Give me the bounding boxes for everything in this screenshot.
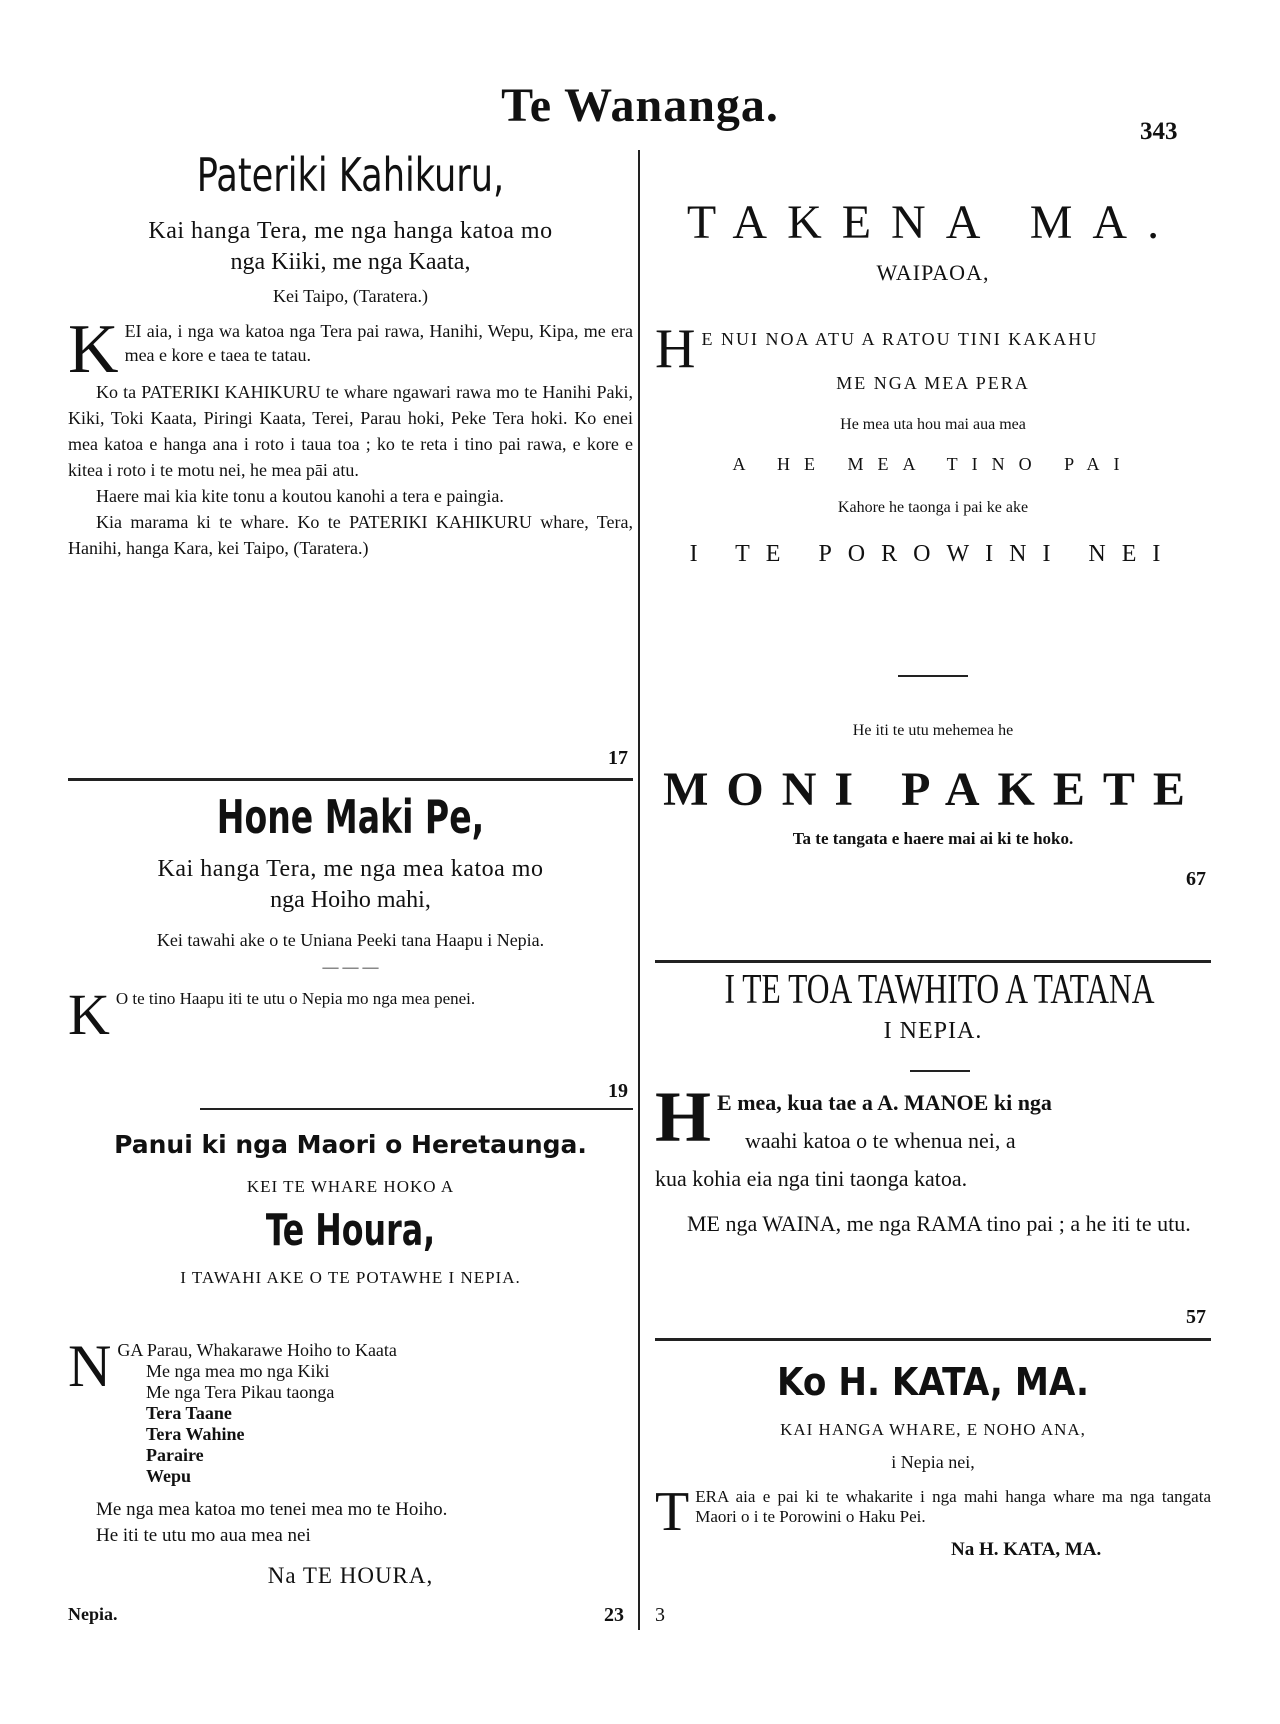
ad-location: Kei Taipo, (Taratera.) <box>272 286 429 306</box>
ad-name: Te Houra, <box>265 1205 436 1256</box>
ad-kahikuru <box>68 148 633 561</box>
ad-kata <box>655 1360 1211 1561</box>
ad-line: i Nepia nei, <box>891 1452 975 1472</box>
tatana-body <box>655 1077 1211 1244</box>
ad-subtitle: Kai hanga Tera, me nga hanga katoa mo <box>148 218 553 244</box>
ad-number: 19 <box>608 1080 628 1102</box>
list-item: Wepu <box>146 1466 192 1486</box>
drop-cap: T <box>655 1481 690 1543</box>
column-divider <box>638 150 640 1630</box>
ad-title: I TE TOA TAWHITO A TATANA <box>724 967 1155 1013</box>
drop-cap: H <box>655 318 696 380</box>
paragraph: O te tino Haapu iti te utu o Nepia mo nga mea penei. <box>115 989 476 1008</box>
ad-line: Kahore he taonga i pai ke ake <box>837 499 1029 516</box>
paragraph: Haere mai kia kite tonu a koutou kanohi a tera e paingia. <box>96 486 504 506</box>
paragraph: Me nga mea katoa mo tenei mea mo te Hoiho. <box>96 1499 448 1520</box>
masthead: Te Wananga. <box>501 79 779 132</box>
separator: — — — <box>322 959 379 976</box>
ad-title: Panui ki nga Maori o Heretaunga. <box>114 1130 587 1159</box>
ad-houra <box>68 1130 633 1288</box>
drop-cap: H <box>655 1077 712 1157</box>
ad-body <box>655 1481 1211 1543</box>
drop-cap: K <box>68 982 110 1047</box>
drop-cap: N <box>68 1333 112 1399</box>
ad-big: MONI PAKETE <box>663 763 1203 816</box>
ad-subtitle: nga Kiiki, me nga Kaata, <box>230 249 471 275</box>
ad-location: Kei tawahi ake o te Uniana Peeki tana Haapu i Nepia. <box>156 930 545 950</box>
ad-number: 17 <box>608 747 628 769</box>
page-number: 343 <box>1140 118 1178 145</box>
ad-hone <box>68 790 633 1047</box>
paragraph: EI aia, i nga wa katoa nga Tera pai rawa, Hanihi, Wepu, Kipa, me era mea e kore e taea te tatau. <box>124 321 633 365</box>
ad-line: ME NGA MEA PERA <box>836 373 1030 393</box>
paragraph: He iti te utu mo aua mea nei <box>96 1525 311 1546</box>
ad-tatana <box>655 966 1211 1045</box>
rule <box>655 1338 1211 1341</box>
ad-number: 3 <box>655 1604 665 1626</box>
list-item: GA Parau, Whakarawe Hoiho to Kaata <box>117 1340 397 1360</box>
ad-line: He mea uta hou mai aua mea <box>840 416 1026 433</box>
ad-subtitle: I NEPIA. <box>883 1018 983 1044</box>
place: Nepia. <box>68 1604 118 1624</box>
ad-title: Ko H. KATA, MA. <box>777 1360 1089 1404</box>
list-item: Tera Taane <box>146 1403 232 1423</box>
ad-body <box>68 982 633 1047</box>
ad-line: He iti te utu mehemea he <box>852 722 1014 739</box>
rule <box>898 675 968 677</box>
rule <box>68 778 633 781</box>
ad-line: KEI TE WHARE HOKO A <box>246 1177 455 1196</box>
paragraph: Ko ta PATERIKI KAHIKURU te whare ngawari rawa mo te Hanihi Paki, Kiki, Toki Kaata, Piringi Kaata, Terei, Parau hoki, Peke Tera hoki. Ko enei mea katoa e hanga ana i roto i taua toa ; ko te reta i tino pai rawa, e kore e kitea i roto i te motu nei, he mea pāi atu. <box>68 382 633 480</box>
paragraph: kua kohia eia nga tini taonga katoa. <box>655 1166 968 1191</box>
ad-title: Pateriki Kahikuru, <box>196 148 505 202</box>
ad-takena <box>655 195 1211 286</box>
paragraph: E mea, kua tae a A. MANOE ki nga <box>717 1090 1052 1115</box>
list-item: Paraire <box>146 1445 204 1465</box>
ad-line: A HE MEA TINO PAI <box>732 454 1134 474</box>
ad-body <box>68 311 633 388</box>
rule <box>910 1070 970 1072</box>
signature: Na H. KATA, MA. <box>951 1539 1102 1560</box>
ad-title: TAKENA MA. <box>686 196 1180 249</box>
ad-subtitle: Kai hanga Tera, me nga mea katoa mo <box>157 856 544 882</box>
list-item: Tera Wahine <box>146 1424 245 1444</box>
takena-body <box>655 318 1211 568</box>
drop-cap: K <box>68 311 119 388</box>
ad-title: Hone Maki Pe, <box>216 790 485 844</box>
paragraph: ERA aia e pai ki te whakarite i nga mahi hanga whare ma nga tangata Maori o i te Porowini o Haku Pei. <box>695 1487 1211 1526</box>
list-item: Me nga mea mo nga Kiki <box>146 1361 330 1381</box>
ad-number: 67 <box>1186 868 1206 890</box>
ad-line: I TAWAHI AKE O TE POTAWHE I NEPIA. <box>180 1268 521 1287</box>
takena-footer <box>655 722 1211 849</box>
ad-line: KAI HANGA WHARE, E NOHO ANA, <box>780 1420 1086 1439</box>
houra-list <box>68 1333 633 1589</box>
ad-line: Ta te tangata e haere mai ai ki te hoko. <box>792 829 1074 848</box>
ad-subtitle: nga Hoiho mahi, <box>270 887 431 913</box>
paragraph: ME nga WAINA, me nga RAMA tino pai ; a he iti te utu. <box>687 1211 1191 1236</box>
ad-line: E NUI NOA ATU A RATOU TINI KAKAHU <box>701 329 1099 349</box>
ad-number: 57 <box>1186 1306 1206 1328</box>
list-item: Me nga Tera Pikau taonga <box>146 1382 335 1402</box>
rule <box>655 960 1211 963</box>
signature: Na TE HOURA, <box>267 1563 434 1588</box>
ad-number: 23 <box>604 1604 624 1626</box>
ad-location: WAIPAOA, <box>876 260 990 285</box>
paragraph: waahi katoa o te whenua nei, a <box>745 1128 1016 1153</box>
paragraph: Kia marama ki te whare. Ko te PATERIKI KAHIKURU whare, Tera, Hanihi, hanga Kara, kei Taipo, (Taratera.) <box>68 512 633 558</box>
rule <box>200 1108 633 1110</box>
ad-line: I TE POROWINI NEI <box>689 541 1177 567</box>
